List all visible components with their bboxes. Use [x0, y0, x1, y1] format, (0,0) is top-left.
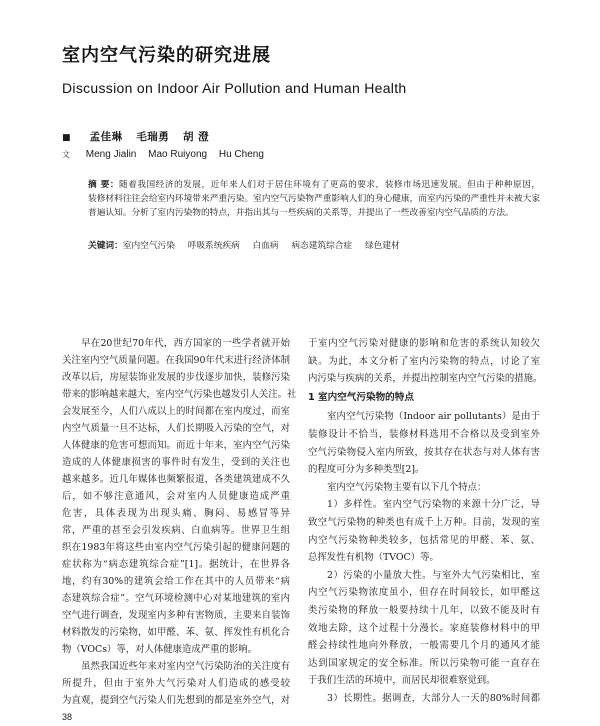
list-item-line: 致空气污染物的种类也有成千上万种。目前，发现的室 — [308, 516, 540, 528]
author-name-zh: 胡 澄 — [182, 131, 210, 143]
body-line: 的程度可分为多种类型[2]。 — [308, 464, 425, 476]
list-item-line: 内空气污染物种类较多，包括常见的甲醛、苯、氨、 — [308, 534, 540, 546]
list-item-line: 类污染物的释放一般要持续十几年，以致不能及时有 — [308, 604, 540, 616]
body-line: 空气污染物侵入室内所致，按其存在状态与对人体有害 — [308, 446, 540, 458]
body-line: 织在1983年将这些由室内空气污染引起的健康问题的 — [62, 542, 290, 553]
author-marker-icon: ■ — [62, 133, 71, 143]
authors-en — [62, 148, 273, 162]
body-line: 症状称为“病态建筑综合症”[1]。据统计，在世界各 — [62, 559, 290, 570]
author-en-marker: 文 — [62, 150, 70, 159]
body-line: 缺。为此，本文分析了室内污染物的特点，讨论了室 — [308, 355, 540, 367]
abstract-line — [88, 178, 540, 192]
body-line: 材料散发的污染物，如甲醛、苯、氨、挥发性有机化合 — [62, 627, 290, 638]
list-item-line: 1）多样性。室内空气污染物的来源十分广泛，导 — [327, 499, 540, 511]
section-heading: 1 室内空气污染物的特点 — [308, 391, 414, 403]
body-line: 关注室内空气质量问题。在我国90年代末进行经济体制 — [62, 355, 290, 366]
article-title-zh: 室内空气污染的研究进展 — [62, 45, 271, 66]
keywords — [88, 240, 410, 252]
body-line: 态建筑综合症”。空气环境检测中心对某地建筑的室内 — [62, 593, 290, 604]
page-number: 38 — [62, 712, 73, 722]
keyword: 病态建筑综合症 — [291, 241, 353, 251]
list-item-line: 内空气污染物浓度虽小，但存在时间较长，如甲醛这 — [308, 587, 540, 599]
body-line: 物（VOCs）等，对人体健康造成严重的影响。 — [62, 644, 258, 655]
keyword: 呼吸系统疾病 — [187, 241, 240, 251]
author-name-en: Hu Cheng — [218, 149, 264, 160]
abstract — [88, 178, 540, 220]
list-item-line: 效地去除，这个过程十分漫长。家庭装修材料中的甲 — [308, 622, 540, 634]
list-item-line: 于我们生活的环境中，而居民却很难察觉到。 — [308, 675, 496, 687]
abstract-line: 普遍认知。分析了室内污染物的特点，并指出其与一些疾病的关系等，并提出了一些改善室内空气品质的方法。 — [88, 208, 514, 218]
body-line: 室内空气污染物主要有以下几个特点： — [327, 481, 487, 493]
body-line: 越来越多。近几年媒体也频繁报道，各类建筑建成不久 — [62, 474, 290, 485]
author-name-en: Mao Ruiyong — [148, 149, 208, 160]
body-line: 会发展至今，人们八成以上的时间都在室内度过，而室 — [62, 406, 290, 417]
keyword: 白血病 — [252, 241, 279, 251]
body-line: 人体健康的危害可想而知。而近十年来，室内空气污染 — [62, 440, 290, 451]
body-line: 空气进行调查，发现室内多种有害物质，主要来自装饰 — [62, 610, 290, 621]
author-name-zh: 孟佳琳 — [89, 131, 123, 143]
body-line: 带来的影响越来越大，室内空气污染也越发引人关注。社 — [62, 389, 297, 400]
article-title-en: Discussion on Indoor Air Pollution and Human Health — [62, 80, 407, 96]
body-line: 虽然我国近些年来对室内空气污染防治的关注度有 — [81, 661, 290, 672]
abstract-label: 摘 要： — [88, 180, 119, 190]
list-item-line: 总挥发性有机物（TVOC）等。 — [308, 552, 439, 564]
body-line: 于室内空气污染对健康的影响和危害的系统认知较欠 — [308, 338, 540, 349]
body-line: 内空气质量一旦不达标，人们长期吸入污染的空气，对 — [62, 423, 290, 434]
author-name-zh: 毛瑞勇 — [136, 131, 170, 143]
body-line: 常，严重的甚至会引发疾病、白血病等。世界卫生组 — [62, 525, 290, 536]
body-line: 所提升，但由于室外大气污染对人们造成的感受较 — [62, 678, 290, 689]
author-name-en: Meng Jialin — [85, 149, 137, 160]
body-line: 后，如不够注意通风，会对室内人员健康造成严重 — [62, 491, 290, 502]
keyword: 绿色建材 — [364, 241, 400, 251]
list-item-line: 2）污染的小量放大性。与室外大气污染相比，室 — [327, 569, 540, 581]
abstract-line: 装修材料往往会给室内环境带来严重污染。室内空气污染物严重影响人们的身心健康，而室内污染的严重性并未被大家 — [88, 194, 540, 204]
authors-zh — [62, 130, 219, 145]
list-item-line: 达到国家规定的安全标准。所以污染物可能一直存在 — [308, 657, 540, 669]
body-line: 为直观，提到空气污染人们先想到的都是室外空气，对 — [62, 695, 290, 706]
keyword: 室内空气污染 — [122, 241, 175, 251]
list-item-line: 3）长期性。据调查，大部分人一天的80%时间都 — [327, 692, 540, 704]
body-line: 内污染与疾病的关系，并提出控制室内空气污染的措施。 — [308, 373, 543, 385]
keywords-label: 关键词： — [88, 241, 123, 251]
body-line: 地，约有30%的建筑会给工作在其中的人员带来“病 — [62, 576, 290, 587]
body-line: 危害，具体表现为出现头痛、胸闷、易感冒等异 — [62, 508, 290, 519]
abstract-text: 随着我国经济的发展，近年来人们对于居住环境有了更高的要求，装修市场迅速发展。但由于种种原因， — [119, 180, 541, 190]
body-line: 室内空气污染物（Indoor air pollutants）是由于 — [327, 411, 540, 423]
body-column-left — [62, 335, 297, 709]
body-line: 改革以后，房屋装饰业发展的步伐逐步加快，装修污染 — [62, 372, 290, 383]
list-item-line: 醛会持续性地向外释放，一般需要几个月的通风才能 — [308, 640, 540, 652]
body-line: 装修设计不恰当，装修材料选用不合格以及受到室外 — [308, 428, 540, 440]
body-column-right — [308, 335, 543, 707]
body-line: 造成的人体健康损害的事件时有发生，受到的关注也 — [62, 457, 290, 468]
body-line: 早在20世纪70年代，西方国家的一些学者就开始 — [81, 338, 290, 349]
